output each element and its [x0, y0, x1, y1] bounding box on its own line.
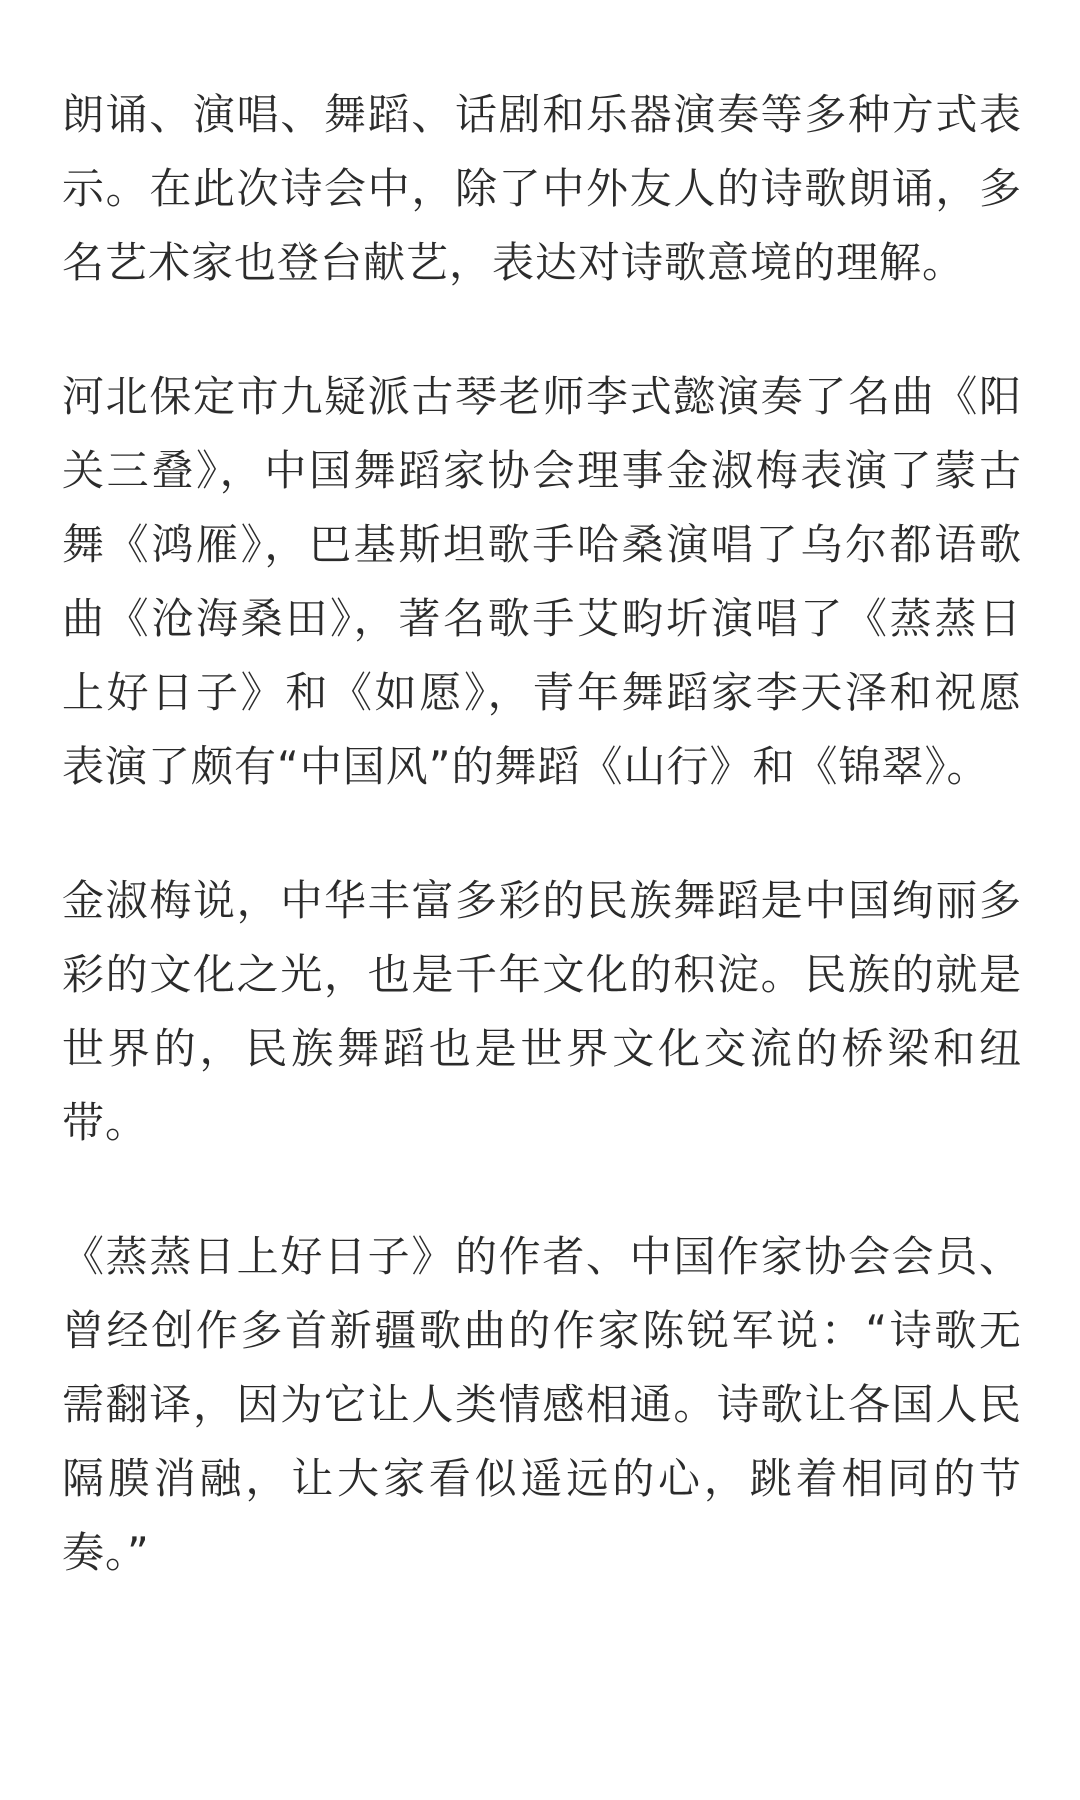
article-paragraph: 金淑梅说，中华丰富多彩的民族舞蹈是中国绚丽多彩的文化之光，也是千年文化的积淀。民族的就是世界的，民族舞蹈也是世界文化交流的桥梁和纽带。: [62, 876, 1022, 1147]
article-body: [62, 78, 1022, 1650]
article-paragraph: 河北保定市九疑派古琴老师李式懿演奏了名曲《阳关三叠》，中国舞蹈家协会理事金淑梅表演了蒙古舞《鸿雁》，巴基斯坦歌手哈桑演唱了乌尔都语歌曲《沧海桑田》，著名歌手艾畇圻演唱了《蒸蒸日上好日子》和《如愿》，青年舞蹈家李天泽和祝愿表演了颇有“中国风”的舞蹈《山行》和《锦翠》。: [62, 372, 1022, 791]
article-paragraph: 朗诵、演唱、舞蹈、话剧和乐器演奏等多种方式表示。在此次诗会中，除了中外友人的诗歌朗诵，多名艺术家也登台献艺，表达对诗歌意境的理解。: [62, 90, 1022, 287]
article-paragraph: 《蒸蒸日上好日子》的作者、中国作家协会会员、曾经创作多首新疆歌曲的作家陈锐军说：“诗歌无需翻译，因为它让人类情感相通。诗歌让各国人民隔膜消融，让大家看似遥远的心，跳着相同的节奏。”: [62, 1232, 1022, 1577]
